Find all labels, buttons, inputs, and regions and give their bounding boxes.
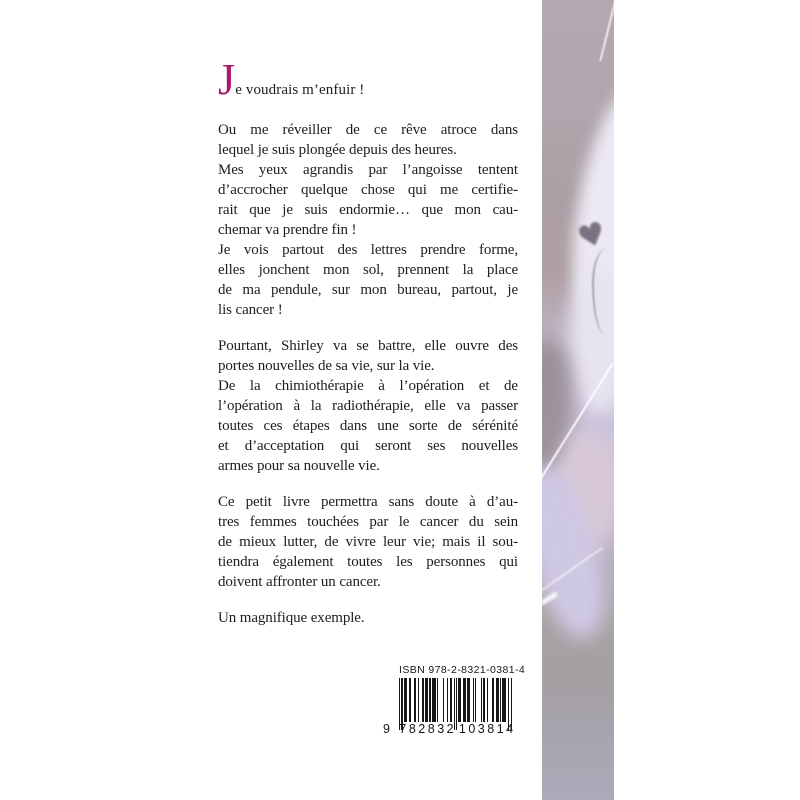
barcode-digits [383,722,517,736]
paragraph-section [218,492,518,592]
paragraph-section [218,120,518,320]
body-line: tiendra également toutes les personnes qui [218,554,518,570]
paragraph-section [218,608,518,628]
body-line: de mieux lutter, de vivre leur vie; mais il sou- [218,534,518,550]
body-line: tres femmes touchées par le cancer du sein [218,514,518,530]
barcode-digit-first: 9 [383,722,390,736]
photo-strip [542,0,614,800]
heart-icon: ♥ [573,214,611,258]
body-line: portes nouvelles de sa vie, sur la vie. [218,358,435,374]
opening-line [218,55,518,104]
body-line: lis cancer ! [218,302,283,318]
body-line: rait que je suis endormie… que mon cau- [218,202,518,218]
barcode-digit-left: 782832 [399,722,457,736]
body-line: Ce petit livre permettra sans doute à d’au- [218,494,518,510]
dropcap-j: J [218,55,236,104]
back-cover-text [218,55,518,644]
body-line: Mes yeux agrandis par l’angoisse tentent [218,162,518,178]
body-line: Ou me réveiller de ce rêve atroce dans [218,122,518,138]
body-line: De la chimiothérapie à l’opération et de [218,378,518,394]
body-line: elles jonchent mon sol, prennent la place [218,262,518,278]
body-line: Un magnifique exemple. [218,610,365,626]
isbn-label: ISBN 978-2-8321-0381-4 [399,664,526,676]
body-line: toutes ces étapes dans une sorte de sérénité [218,418,518,434]
body-line: l’opération à la radiothérapie, elle va passer [218,398,518,414]
thread-line-top [599,0,614,61]
body-line: Pourtant, Shirley va se battre, elle ouvre des [218,338,518,354]
paragraph-section [218,336,518,476]
body-line: de ma pendule, sur mon bureau, partout, je [218,282,518,298]
body-line: et d’acceptation qui seront ses nouvelles [218,438,518,454]
body-line: d’accrocher quelque chose qui me certifie- [218,182,518,198]
barcode-block [383,664,526,736]
body-line: doivent affronter un cancer. [218,574,381,590]
body-line: Je vois partout des lettres prendre forme, [218,242,518,258]
cord-line [592,248,614,334]
barcode-digit-right: 103814 [458,722,516,736]
body-line: armes pour sa nouvelle vie. [218,458,380,474]
body-sections [218,120,518,628]
body-line: lequel je suis plongée depuis des heures. [218,142,457,158]
body-line: chemar va prendre fin ! [218,222,357,238]
opening-rest: e voudrais m’enfuir ! [235,82,365,98]
